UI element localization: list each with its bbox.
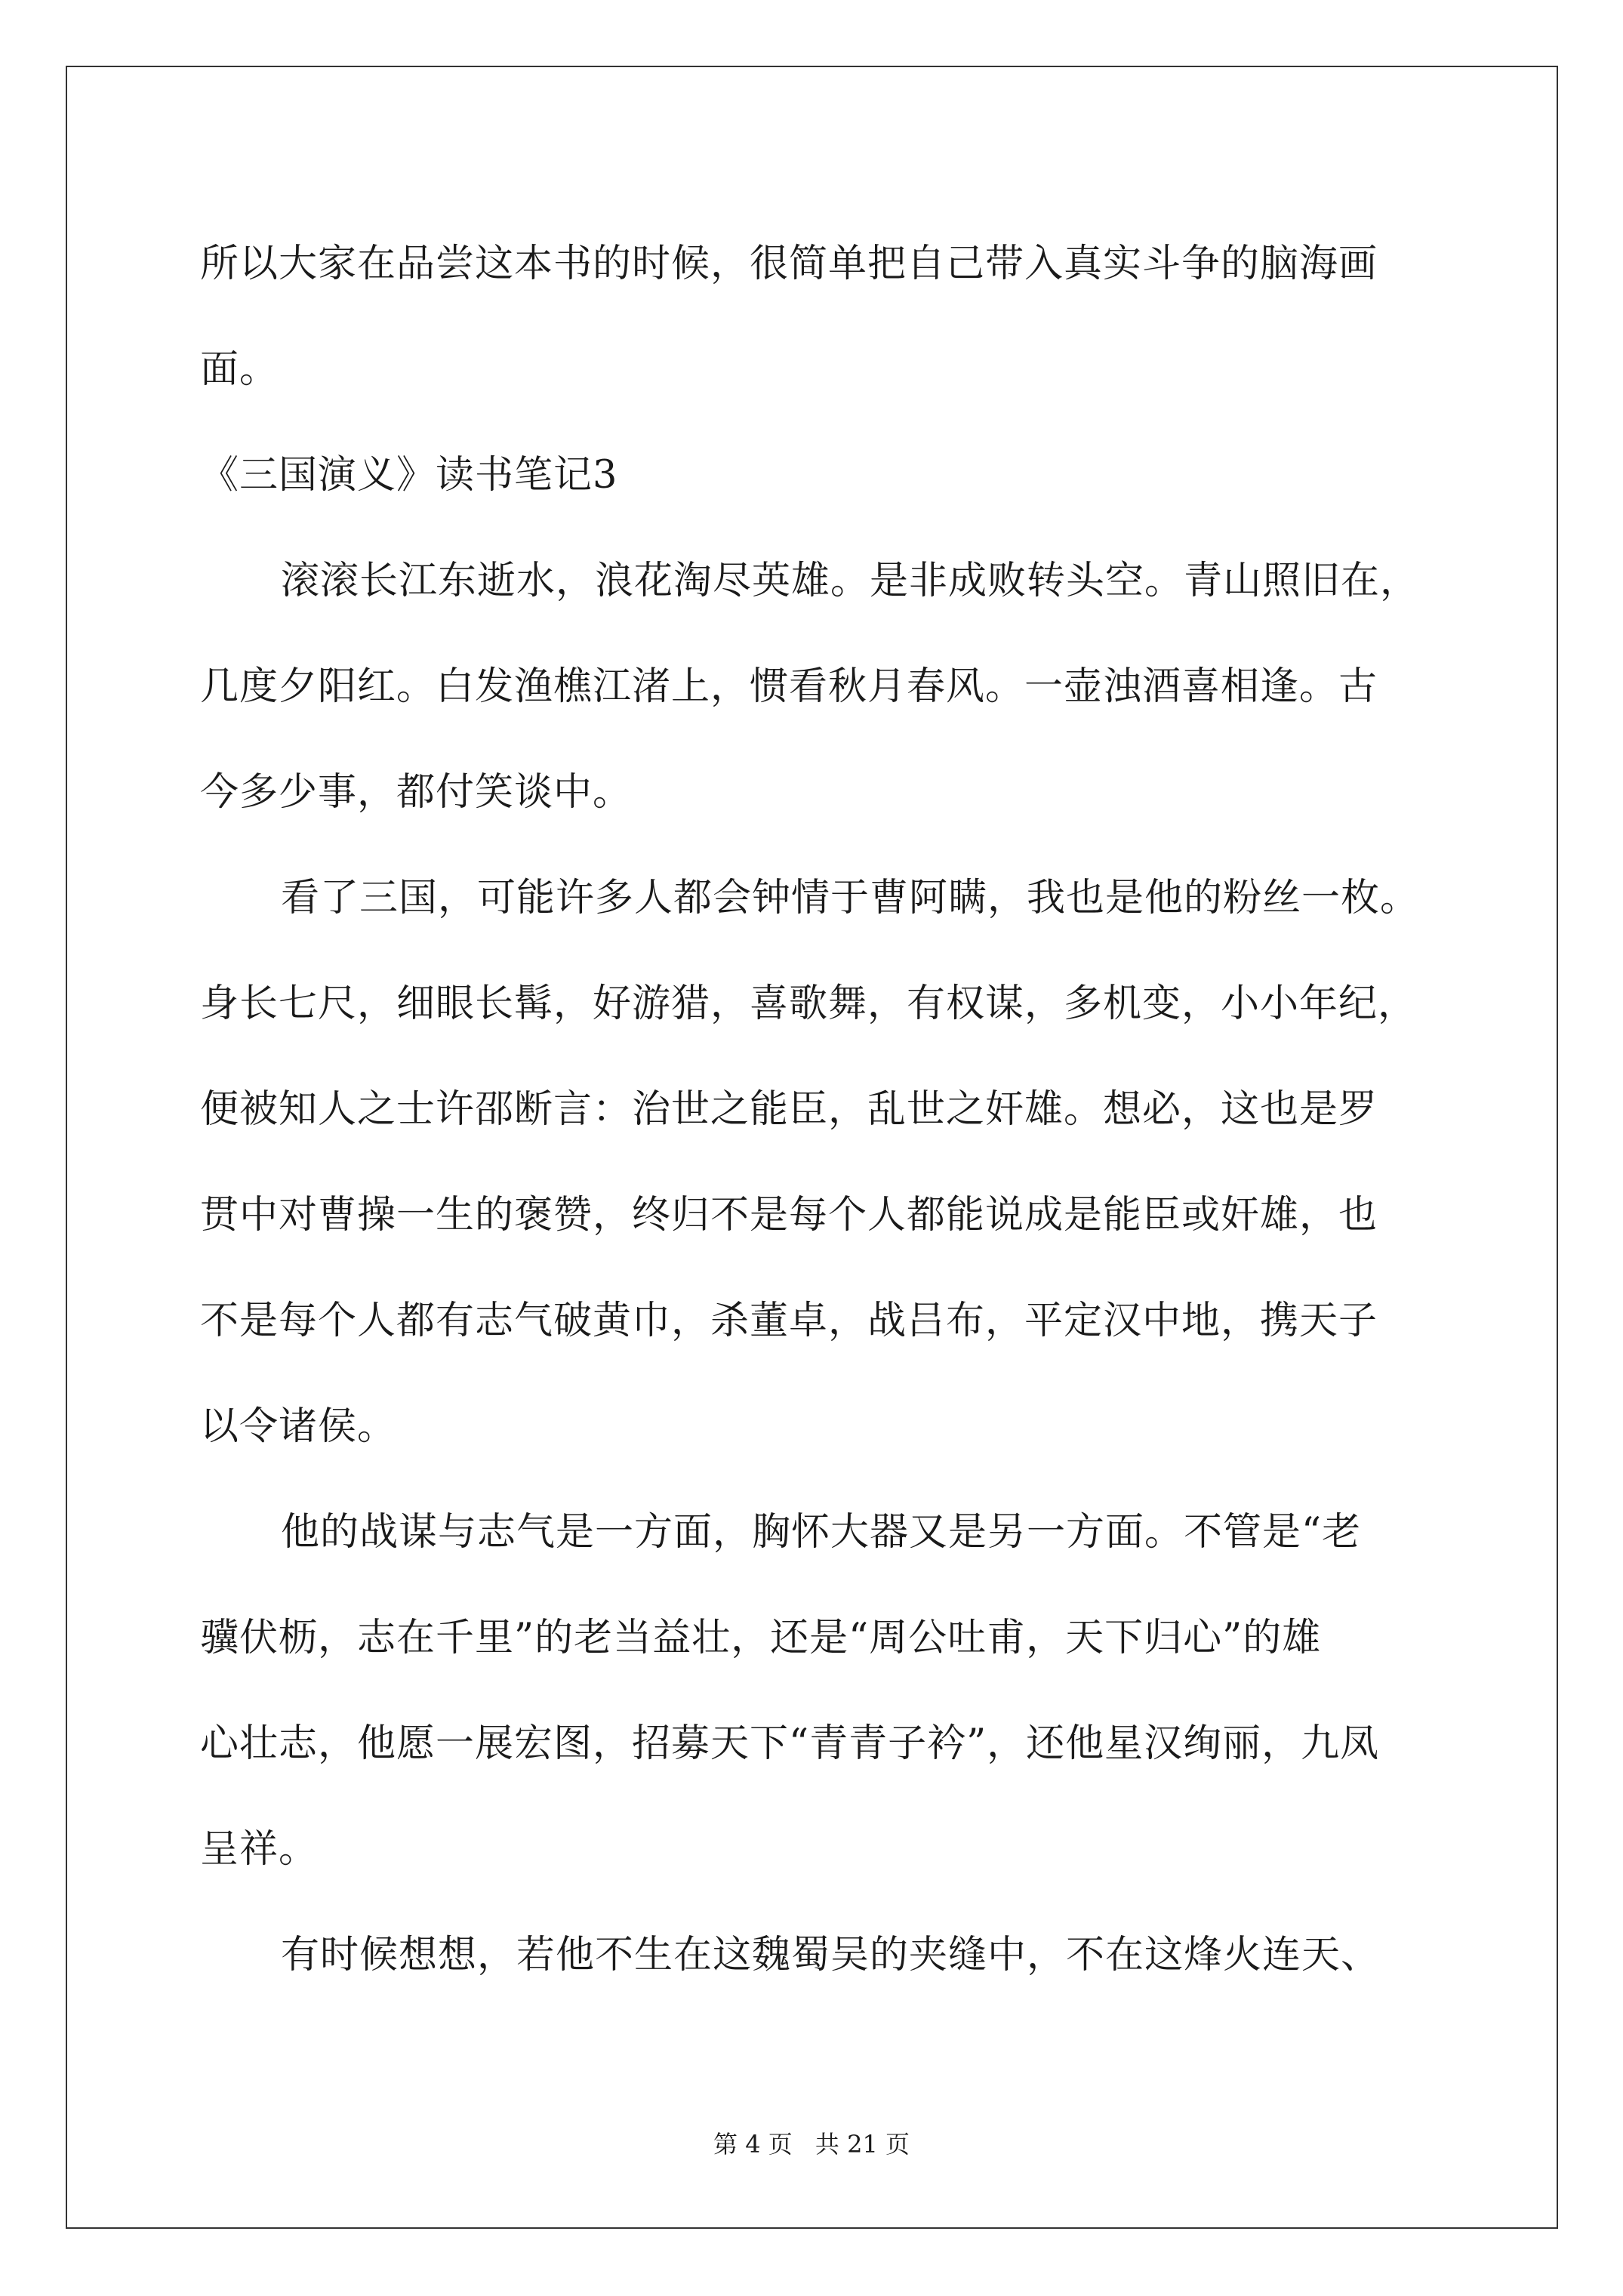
page-total: 共 21 页 — [815, 2130, 910, 2159]
text-line: 今多少事，都付笑谈中。 — [200, 770, 633, 815]
paragraph-start: 他的战谋与志气是一方面，胸怀大器又是另一方面。不管是“老 — [281, 1510, 1362, 1555]
text-line: 几度夕阳红。白发渔樵江渚上，惯看秋月春风。一壶浊酒喜相逢。古 — [200, 664, 1378, 709]
page-number: 第 4 页 — [713, 2130, 793, 2159]
text-line: 所以大家在品尝这本书的时候，很简单把自己带入真实斗争的脑海画 — [200, 242, 1378, 286]
text-line: 面。 — [200, 347, 279, 392]
text-line: 便被知人之士许邵断言：治世之能臣，乱世之奸雄。想必，这也是罗 — [200, 1087, 1378, 1132]
page-footer — [0, 2129, 1623, 2159]
paragraph-start: 滚滚长江东逝水，浪花淘尽英雄。是非成败转头空。青山照旧在， — [281, 559, 1420, 603]
paragraph-start: 有时候想想，若他不生在这魏蜀吴的夹缝中，不在这烽火连天、 — [281, 1933, 1381, 1977]
text-line: 身长七尺，细眼长髯，好游猎，喜歌舞，有权谋，多机变，小小年纪， — [200, 982, 1418, 1026]
section-title: 《三国演义》读书笔记3 — [200, 453, 618, 498]
text-line: 不是每个人都有志气破黄巾，杀董卓，战吕布，平定汉中地，携天子 — [200, 1299, 1378, 1343]
text-line: 贯中对曹操一生的褒赞，终归不是每个人都能说成是能臣或奸雄，也 — [200, 1193, 1378, 1237]
text-line: 心壮志，他愿一展宏图，招募天下“青青子衿”，还他星汉绚丽，九凤 — [200, 1721, 1380, 1766]
paragraph-start: 看了三国，可能许多人都会钟情于曹阿瞒，我也是他的粉丝一枚。 — [281, 876, 1420, 920]
document-body — [200, 211, 1438, 2008]
text-line: 骥伏枥，志在千里”的老当益壮，还是“周公吐甫，天下归心”的雄 — [200, 1616, 1322, 1660]
text-line: 呈祥。 — [200, 1827, 319, 1872]
text-line: 以令诸侯。 — [200, 1404, 397, 1449]
